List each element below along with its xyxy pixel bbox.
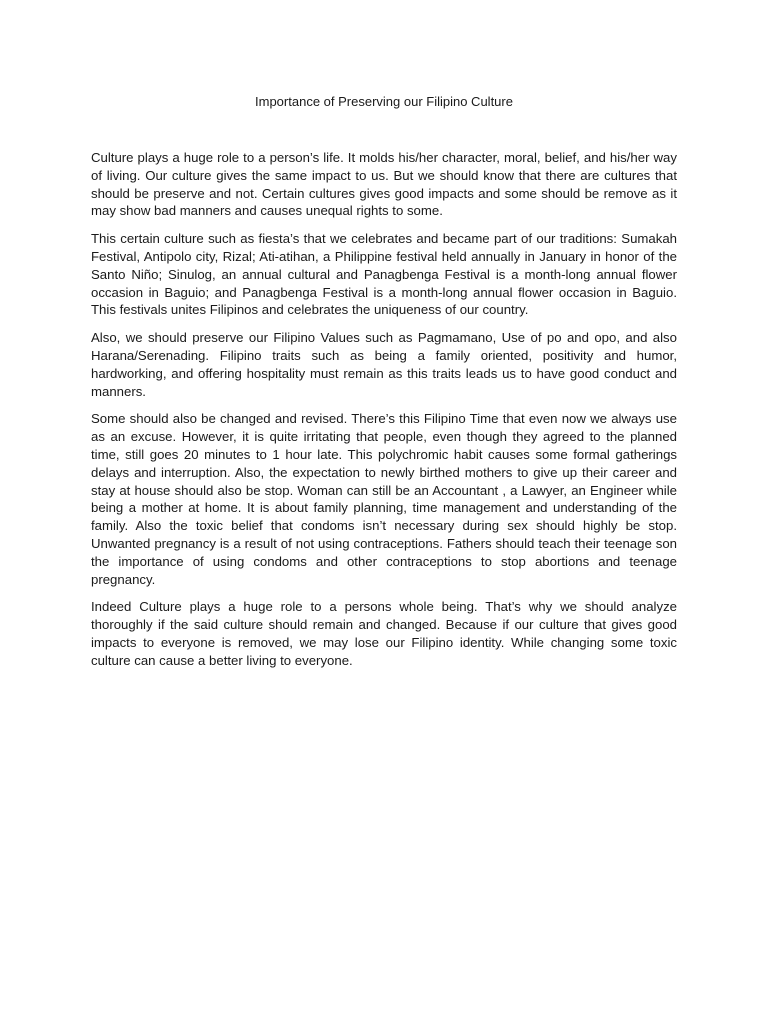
paragraph-1: Culture plays a huge role to a person’s life. It molds his/her character, moral, belief, and his/her way of living. Our culture gives the same impact to us. But we should know that there are cultures that should be preserve and not. Certain cultures gives good impacts and some should be remove as it may show bad manners and causes unequal rights to some. [91, 150, 677, 219]
document-title: Importance of Preserving our Filipino Culture [255, 94, 513, 109]
paragraph-5: Indeed Culture plays a huge role to a persons whole being. That’s why we should analyze thoroughly if the said culture should remain and changed. Because if our culture that gives good impacts to everyone is removed, we may lose our Filipino identity. While changing some toxic culture can cause a better living to everyone. [91, 599, 677, 668]
paragraph-3: Also, we should preserve our Filipino Values such as Pagmamano, Use of po and opo, and also Harana/Serenading. Filipino traits such as being a family oriented, positivity and humor, hardworking, and offering hospitality must remain as this traits leads us to have good conduct and manners. [91, 330, 677, 399]
paragraph-4: Some should also be changed and revised. There’s this Filipino Time that even now we always use as an excuse. However, it is quite irritating that people, even though they agreed to the planned time, still goes 20 minutes to 1 hour late. This polychromic habit causes some formal gatherings delays and interruption. Also, the expectation to newly birthed mothers to give up their career and stay at house should also be stop. Woman can still be an Accountant , a Lawyer, an Engineer while being a mother at home. It is about family planning, time management and understanding of the family. Also the toxic belief that condoms isn’t necessary during sex should highly be stop. Unwanted pregnancy is a result of not using contraceptions. Fathers should teach their teenage son the importance of using condoms and other contraceptions to stop abortions and teenage pregnancy. [91, 411, 677, 587]
document-body [91, 149, 677, 680]
paragraph-2: This certain culture such as fiesta’s that we celebrates and became part of our traditions: Sumakah Festival, Antipolo city, Rizal; Ati-atihan, a Philippine festival held annually in January in honor of the Santo Niño; Sinulog, an annual cultural and Panagbenga Festival is a month-long annual flower occasion in Baguio; and Panagbenga Festival is a month-long annual flower occasion in Baguio. This festivals unites Filipinos and celebrates the uniqueness of our country. [91, 231, 677, 318]
